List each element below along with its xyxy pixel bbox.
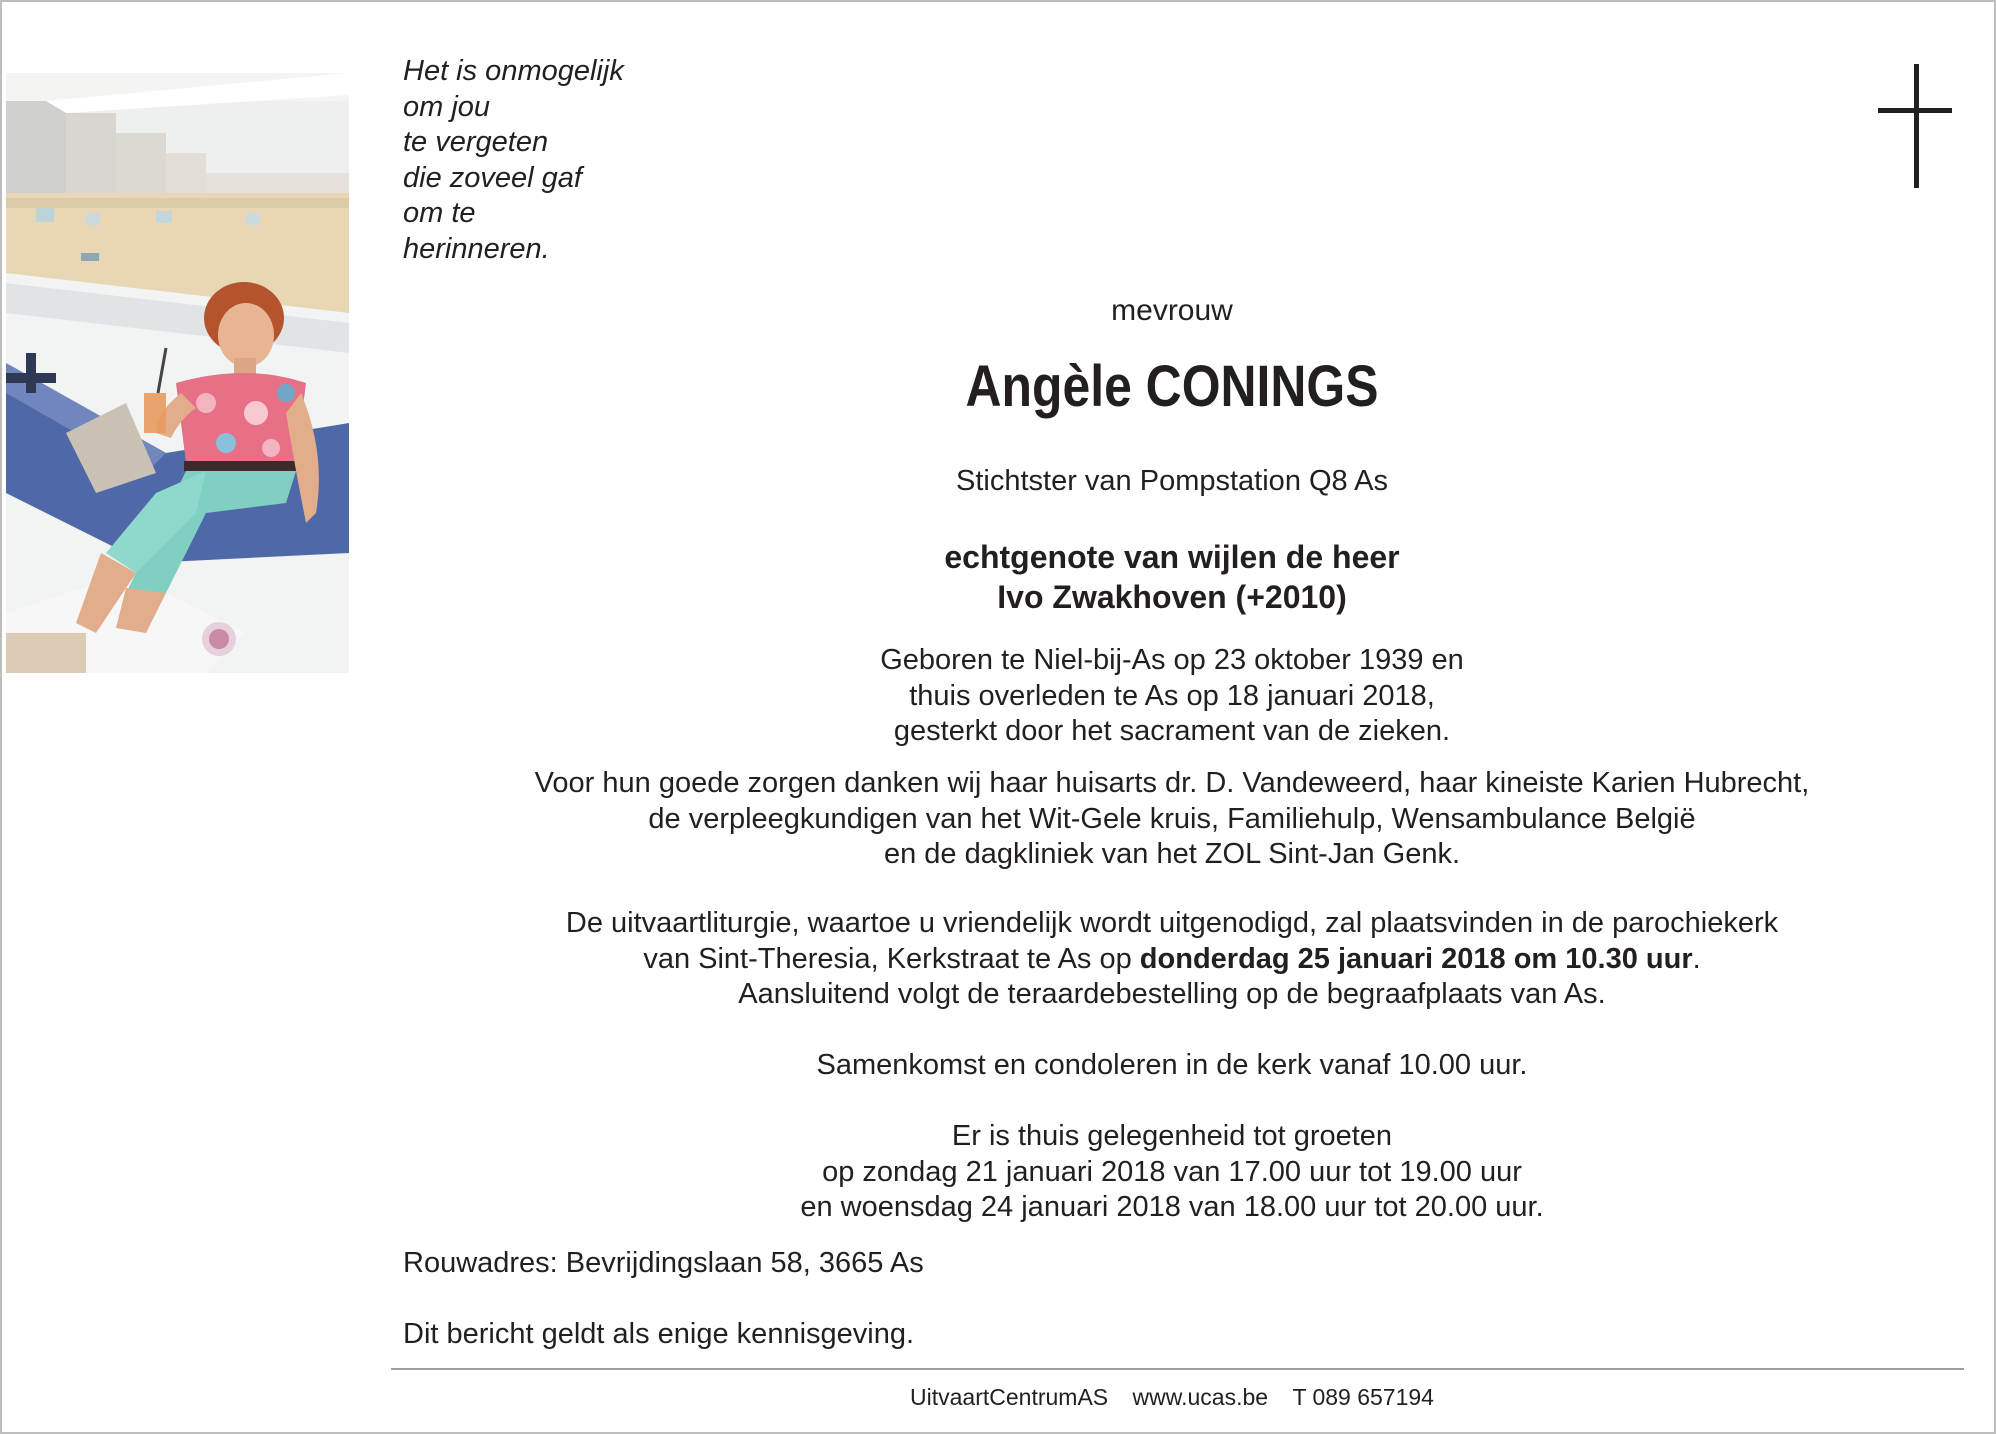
poem-line: om te [403,197,476,229]
cross-icon [1878,64,1954,190]
text-line: op zondag 21 januari 2018 van 17.00 uur tot 19.00 uur [822,1155,1522,1188]
text-line: en de dagkliniek van het ZOL Sint-Jan Genk. [883,838,1461,870]
poem-line: te vergeten [403,126,549,158]
funeral-datetime: donderdag 25 januari 2018 om 10.30 uur [1139,942,1693,975]
deceased-name: Angèle CONINGS [965,354,1379,419]
founder-line: Stichtster van Pompstation Q8 As [956,465,1388,497]
poem [403,54,624,267]
text-line: Aansluitend volgt de teraardebestelling op de begraafplaats van As. [738,978,1606,1010]
poem-line: Het is onmogelijk [403,55,624,87]
text-line: gesterkt door het sacrament van de zieken. [893,715,1451,747]
footer-phone: T 089 657194 [1292,1384,1434,1410]
gathering-block [472,1048,1872,1084]
footer-divider [391,1368,1964,1370]
footer-website[interactable]: www.ucas.be [1132,1384,1269,1410]
text-line: de verpleegkundigen van het Wit-Gele kruis, Familiehulp, Wensambulance België [648,802,1696,835]
title-prefix: mevrouw [1111,294,1233,327]
text-line: Voor hun goede zorgen danken wij haar huisarts dr. D. Vandeweerd, haar kineiste Karien Hubrecht, [534,767,1810,799]
footer [472,1382,1872,1412]
footer-company: UitvaartCentrumAS [910,1384,1109,1410]
funeral-block [472,906,1872,1013]
text-line: en woensdag 24 januari 2018 van 18.00 uur tot 20.00 uur. [800,1191,1544,1223]
text-line: Geboren te Niel-bij-As op 23 oktober 1939 en [880,644,1464,676]
spouse-line: Ivo Zwakhoven (+2010) [997,579,1347,615]
text-line: Er is thuis gelegenheid tot groeten [951,1120,1393,1152]
text-line: De uitvaartliturgie, waartoe u vriendelijk wordt uitgenodigd, zal plaatsvinden in de parochiekerk [565,907,1779,939]
portrait-photo [6,73,349,673]
birth-death-block [472,643,1872,750]
notice-line: Dit bericht geldt als enige kennisgeving. [403,1318,915,1350]
funeral-location: van Sint-Theresia, Kerkstraat te As op [643,942,1140,975]
punctuation: . [1692,942,1701,975]
spouse-block [472,537,1872,617]
mourning-address: Rouwadres: Bevrijdingslaan 58, 3665 As [403,1247,924,1279]
visits-block [472,1119,1872,1226]
poem-line: herinneren. [403,232,550,265]
poem-line: die zoveel gaf [403,161,582,194]
text-line: thuis overleden te As op 18 januari 2018, [909,679,1435,712]
text-line [472,942,1872,978]
text-line: Samenkomst en condoleren in de kerk vanaf 10.00 uur. [816,1049,1528,1081]
poem-line: om jou [403,90,491,123]
thanks-block [472,766,1872,873]
spouse-line: echtgenote van wijlen de heer [944,539,1400,575]
